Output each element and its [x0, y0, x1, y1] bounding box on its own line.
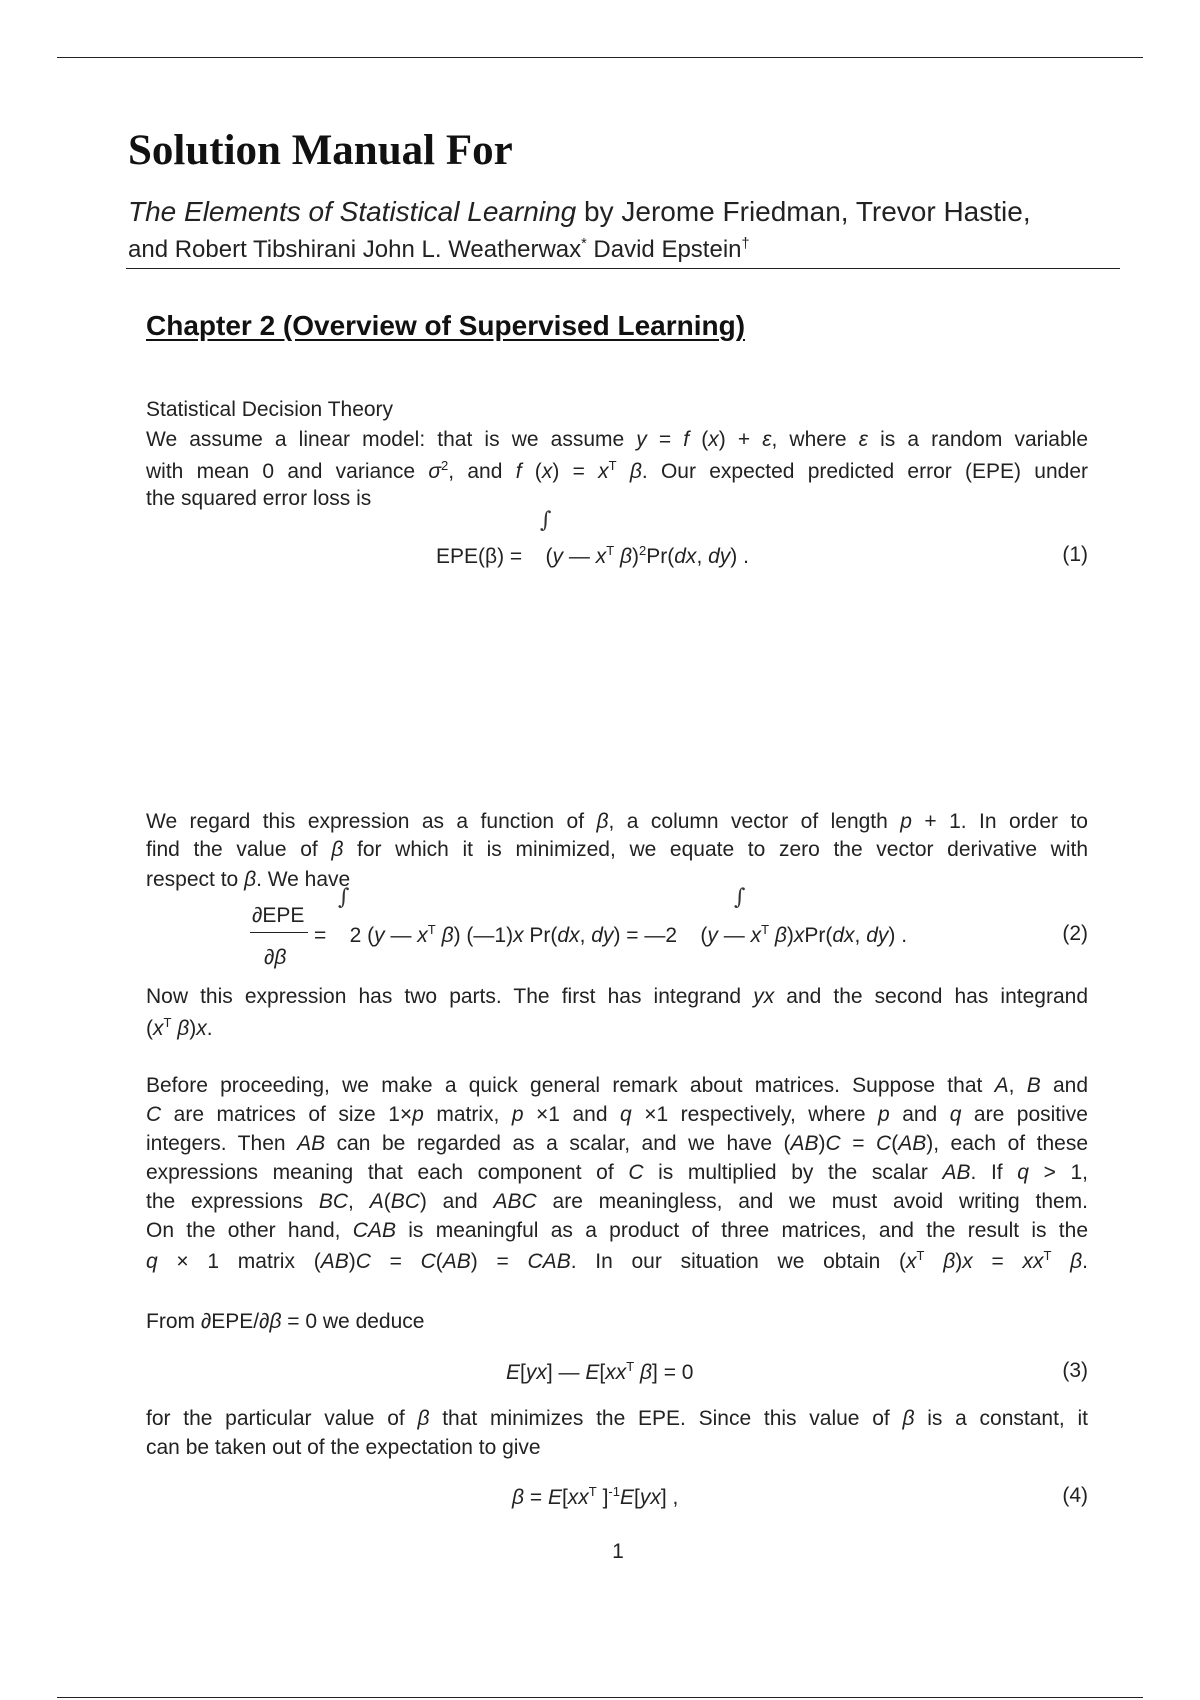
fraction-denominator: ∂β [264, 946, 287, 969]
paragraph-line: integers. Then AB can be regarded as a scalar, and we have (AB)C = C(AB), each of these [146, 1132, 1089, 1155]
paragraph-line: Before proceeding, we make a quick general remark about matrices. Suppose that A, B and [146, 1074, 1089, 1097]
paragraph-line: the squared error loss is [146, 487, 372, 510]
paragraph-line: On the other hand, CAB is meaningful as a product of three matrices, and the result is the [146, 1219, 1088, 1242]
paragraph-line: can be taken out of the expectation to give [146, 1436, 541, 1459]
equation-4-number: (4) [1062, 1484, 1088, 1507]
equation-4: $\beta = E[xx^T$ ]$^{-1}$E[yx] , [512, 1484, 679, 1509]
paragraph-line: ($x^T$ β)x. [146, 1015, 213, 1040]
paragraph-line: the expressions BC, A(BC) and ABC are meaningless, and we must avoid writing them. [146, 1190, 1089, 1213]
paragraph-line: expressions meaning that each component of C is multiplied by the scalar AB. If q > 1, [146, 1161, 1088, 1184]
integral-sign: ∫ [734, 885, 746, 910]
fraction-numerator: ∂EPE [252, 904, 305, 927]
equation-1-number: (1) [1062, 543, 1088, 566]
integral-sign: ∫ [338, 885, 350, 910]
equation-2: = 2 (y — $x^T$ β) (—1)x Pr(dx, dy) = —2 (y — $x^T$ β)xPr(dx, dy) . [314, 922, 908, 947]
paragraph-line: Now this expression has two parts. The first has integrand yx and the second has integrand [146, 985, 1088, 1008]
page-number: 1 [612, 1540, 624, 1563]
equation-1: EPE(β) = (y — $x^T$ β)$^2$Pr(dx, dy) . [436, 543, 749, 568]
equation-3: E[yx] — $E[xx^T$ β] = 0 [506, 1359, 694, 1384]
byline-line-2 [128, 236, 750, 264]
paragraph-line: for the particular value of β that minimizes the EPE. Since this value of β is a constant, it [146, 1407, 1089, 1430]
title-rule [126, 268, 1120, 269]
footnote-mark-1: * [581, 236, 587, 252]
byline-line-1 [128, 196, 1031, 228]
paragraph-line: with mean 0 and variance $\sigma^2$, and f $(x) = x^T$ β. Our expected predicted error (EPE) under [146, 458, 1089, 483]
top-rule [57, 57, 1143, 58]
book-title: The Elements of Statistical Learning [128, 196, 577, 227]
paragraph-line: We regard this expression as a function of β, a column vector of length p + 1. In order to [146, 810, 1088, 833]
paragraph-line: respect to β. We have [146, 868, 351, 891]
byline-authors-2: and Robert Tibshirani John L. Weatherwax [128, 236, 582, 263]
paragraph-line: q × 1 matrix (AB)C = C(AB) = CAB. In our situation we obtain ($x^T$ $\beta)x = xx^T$ β. [146, 1248, 1088, 1273]
equation-2-number: (2) [1062, 922, 1088, 945]
section-heading: Statistical Decision Theory [146, 398, 394, 421]
integral-sign: ∫ [540, 508, 552, 533]
paragraph-line: C are matrices of size 1×p matrix, p ×1 and q ×1 respectively, where p and q are positive [146, 1103, 1088, 1126]
byline-author-epstein: David Epstein [586, 236, 742, 263]
chapter-heading: Chapter 2 (Overview of Supervised Learning) [146, 310, 746, 341]
document-title: Solution Manual For [128, 127, 513, 174]
paragraph-line: find the value of β for which it is minimized, we equate to zero the vector derivative with [146, 838, 1089, 861]
byline-authors-1: by Jerome Friedman, Trevor Hastie, [576, 196, 1031, 227]
equation-3-number: (3) [1062, 1359, 1088, 1382]
bottom-rule [57, 1697, 1143, 1698]
equation-1-lhs: EPE(β) = [436, 545, 523, 568]
paragraph-line: From ∂EPE/∂β = 0 we deduce [146, 1310, 425, 1333]
paragraph-line: We assume a linear model: that is we assume y = f (x) + ε, where ε is a random variable [146, 428, 1089, 451]
footnote-mark-2: † [741, 236, 750, 252]
fraction-bar [250, 932, 308, 933]
